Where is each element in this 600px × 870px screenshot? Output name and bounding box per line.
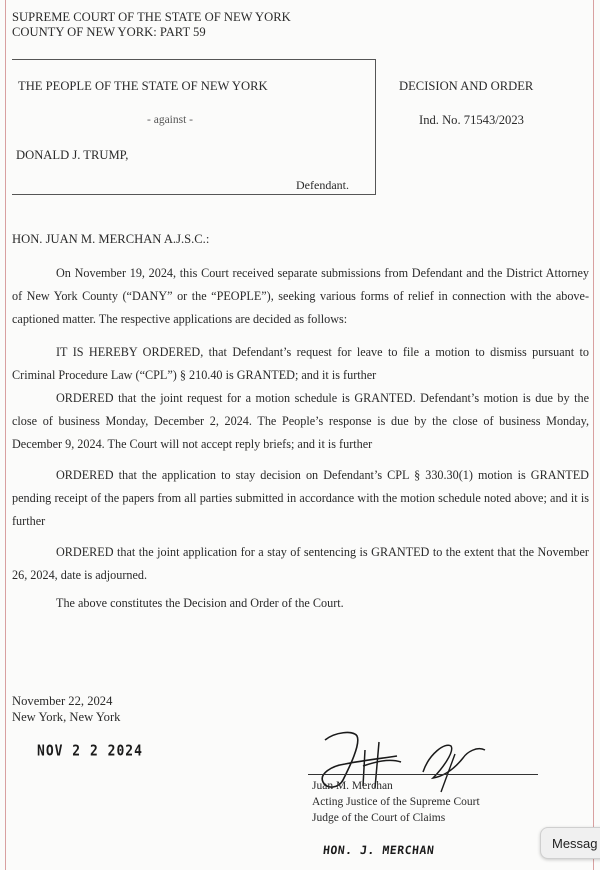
decision-title: DECISION AND ORDER [399,79,534,93]
judge-heading: HON. JUAN M. MERCHAN A.J.S.C.: [12,232,210,246]
closing-place: New York, New York [12,710,121,724]
court-name-line1: SUPREME COURT OF THE STATE OF NEW YORK [12,10,291,24]
paragraph-order-4: ORDERED that the joint application for a stay of sentencing is GRANTED to the extent that the November 26, 2024, date is adjourned. [12,545,589,582]
received-date-stamp: NOV 2 2 2024 [37,742,143,761]
court-name-line2: COUNTY OF NEW YORK: PART 59 [12,25,206,39]
caption-defendant-label: Defendant. [296,178,349,192]
judge-name-stamp: HON. J. MERCHAN [322,843,436,857]
signer-name: Juan M. Merchan [312,780,393,792]
closing-date: November 22, 2024 [12,694,113,708]
caption-plaintiff: THE PEOPLE OF THE STATE OF NEW YORK [18,79,268,93]
indictment-number: Ind. No. 71543/2023 [419,113,524,127]
paragraph-order-1: IT IS HEREBY ORDERED, that Defendant’s request for leave to file a motion to dismiss pursuant to Criminal Procedure Law (“CPL”) § 210.40 is GRANTED; and it is further [12,345,589,382]
paragraph-intro: On November 19, 2024, this Court received separate submissions from Defendant and the District Attorney of New York County (“DANY” or the “PEOPLE”), seeking various forms of relief in connection with the above-captioned matter. The respective applications are decided as follows: [12,266,589,326]
paragraph-conclusion: The above constitutes the Decision and Order of the Court. [56,596,344,610]
paragraph-order-2: ORDERED that the joint request for a motion schedule is GRANTED. Defendant’s motion is due by the close of business Monday, December 2, 2024. The People’s response is due by the close of business Monday, December 9, 2024. The Court will not accept reply briefs; and it is further [12,391,589,451]
message-toast[interactable] [540,827,600,859]
message-toast-label[interactable]: Messag [552,836,598,851]
caption-against-text: against [153,114,187,126]
paragraph-order-3: ORDERED that the application to stay decision on Defendant’s CPL § 330.30(1) motion is GRANTED pending receipt of the papers from all parties submitted in accordance with the motion schedule noted above; and it is further [12,468,589,528]
caption-defendant-name: DONALD J. TRUMP, [16,148,129,162]
signer-title-1: Acting Justice of the Supreme Court [312,796,480,808]
signer-title-2: Judge of the Court of Claims [312,812,446,824]
caption-against: - against - [147,114,194,126]
